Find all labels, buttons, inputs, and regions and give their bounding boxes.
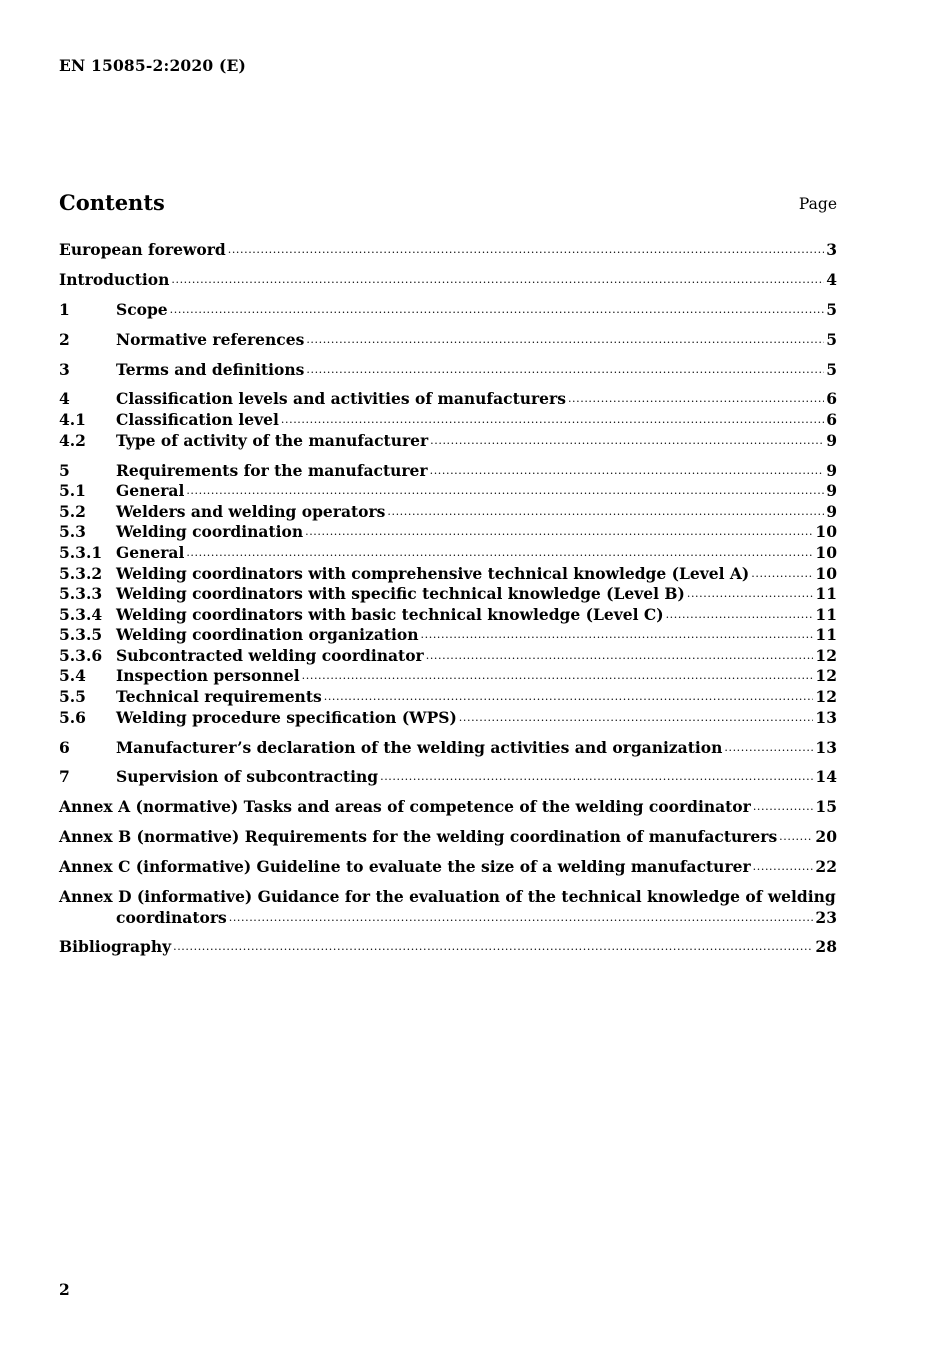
toc-entry-number: 5.5 [59,687,86,707]
toc-entry-number: 1 [59,299,70,319]
toc-entry-page: 10 [815,542,837,562]
toc-leader [753,797,814,818]
toc-entry-title: Welding coordinators with basic technical knowledge (Level C) [116,604,664,624]
toc-leader [305,522,813,543]
toc-leader [779,827,813,848]
toc-entry-title: Annex A (normative) Tasks and areas of competence of the welding coordinator [59,797,751,817]
toc-leader [430,431,824,452]
toc-entry-title: Classification level [116,410,279,430]
toc-bibliography[interactable] [59,937,837,958]
toc-entry-5-1[interactable] [59,481,837,502]
toc-entry-page: 9 [826,501,837,521]
toc-entry-number: 5.1 [59,481,86,501]
page-number: 2 [59,1280,70,1299]
toc-entry-page: 28 [815,937,837,957]
toc-leader [426,646,814,667]
toc-entry-title-line2: coordinators [116,907,227,927]
toc-entry-page: 5 [826,359,837,379]
toc-leader [380,767,813,788]
toc-annex-a[interactable] [59,797,837,818]
toc-entry-page: 12 [815,666,837,686]
toc-leader [387,502,824,523]
toc-entry-page: 10 [815,563,837,583]
toc-entry-7[interactable] [59,767,837,788]
toc-entry-page: 13 [815,737,837,757]
toc-entry-5-2[interactable] [59,502,837,523]
toc-entry-5-3-2[interactable] [59,564,837,585]
toc-entry-3[interactable] [59,360,837,381]
toc-entry-5-6[interactable] [59,708,837,729]
toc-entry-title-line1: Annex D (informative) Guidance for the evaluation of the technical knowledge of welding [59,887,836,906]
toc-entry-4[interactable] [59,389,837,410]
toc-entry-number: 6 [59,737,70,757]
toc-entry-page: 5 [826,329,837,349]
toc-entry-page: 23 [815,907,837,927]
toc-entry-5-4[interactable] [59,666,837,687]
toc-entry-foreword[interactable] [59,240,837,261]
toc-leader [421,625,814,646]
toc-leader [687,584,814,605]
toc-entry-page: 6 [826,389,837,409]
toc-entry-page: 3 [826,240,837,259]
toc-leader [724,738,813,759]
toc-entry-number: 5.3.6 [59,645,103,665]
contents-title: Contents [59,190,165,215]
toc-entry-number: 5.6 [59,707,86,727]
toc-leader [430,461,825,482]
toc-entry-6[interactable] [59,738,837,759]
toc-entry-title: Welding coordination organization [116,625,419,645]
toc-entry-page: 22 [815,857,837,877]
toc-leader [171,270,824,291]
toc-leader [228,240,824,261]
toc-entry-number: 4.2 [59,430,86,450]
toc-entry-number: 5.4 [59,666,86,686]
toc-leader [666,605,814,626]
toc-leader [281,410,824,431]
toc-entry-title: General [116,481,185,501]
toc-entry-title: Normative references [116,329,305,349]
toc-leader [186,543,813,564]
toc-entry-page: 12 [815,687,837,707]
toc-entry-page: 10 [815,522,837,542]
toc-entry-title: Terms and definitions [116,359,305,379]
toc-entry-page: 11 [815,584,837,604]
page-column-label: Page [798,195,837,213]
toc-entry-number: 5.3.4 [59,604,103,624]
toc-entry-page: 14 [815,767,837,787]
toc-entry-number: 4 [59,389,70,409]
toc-entry-4-2[interactable] [59,431,837,452]
toc-leader [173,937,813,958]
toc-entry-title: Supervision of subcontracting [116,767,379,787]
toc-entry-title: Welding procedure specification (WPS) [116,707,457,727]
toc-entry-title: Welding coordination [116,522,304,542]
toc-entry-title: Type of activity of the manufacturer [116,430,429,450]
toc-entry-number: 5.3 [59,522,86,542]
document-id: EN 15085-2:2020 (E) [59,56,247,75]
toc-entry-page: 5 [826,299,837,319]
toc-entry-page: 9 [826,481,837,501]
toc-entry-number: 3 [59,359,70,379]
toc-annex-d[interactable] [59,887,837,928]
toc-entry-number: 5.3.2 [59,563,103,583]
toc-annex-b[interactable] [59,827,837,848]
toc-entry-title: European foreword [59,240,226,259]
toc-entry-title: Inspection personnel [116,666,300,686]
toc-entry-introduction[interactable] [59,270,837,291]
toc-entry-5-5[interactable] [59,687,837,708]
toc-entry-number: 5.3.1 [59,542,103,562]
toc-leader [568,389,824,410]
toc-leader [753,857,814,878]
toc-entry-title: Welders and welding operators [116,501,386,521]
toc-entry-number: 2 [59,329,70,349]
toc-entry-page: 12 [815,645,837,665]
toc-entry-number: 5.3.5 [59,625,103,645]
toc-entry-page: 11 [815,604,837,624]
toc-entry-page: 11 [815,625,837,645]
toc-entry-page: 13 [815,707,837,727]
toc-entry-title: General [116,542,185,562]
toc-entry-title: Requirements for the manufacturer [116,460,428,480]
toc-entry-5-3-6[interactable] [59,646,837,667]
toc-entry-5-3-4[interactable] [59,605,837,626]
toc-entry-title: Subcontracted welding coordinator [116,645,424,665]
toc-entry-5-3-1[interactable] [59,543,837,564]
toc-entry-number: 5.2 [59,501,86,521]
toc-leader [751,564,813,585]
toc-entry-page: 6 [826,410,837,430]
toc-leader [170,300,825,321]
toc-entry-page: 4 [826,269,837,289]
toc-entry-title: Technical requirements [116,687,322,707]
toc-entry-number: 7 [59,767,70,787]
toc-entry-page: 9 [826,430,837,450]
toc-entry-title: Annex B (normative) Requirements for the welding coordination of manufacturers [59,827,778,847]
toc-entry-title: Welding coordinators with comprehensive technical knowledge (Level A) [116,563,750,583]
toc-entry-title: Classification levels and activities of manufacturers [116,389,566,409]
table-of-contents [59,240,837,958]
toc-entry-number: 4.1 [59,410,86,430]
toc-entry-5[interactable] [59,461,837,482]
toc-entry-5-3-3[interactable] [59,584,837,605]
toc-entry-4-1[interactable] [59,410,837,431]
toc-leader [186,481,824,502]
toc-entry-title: Annex C (informative) Guideline to evaluate the size of a welding manufacturer [59,857,751,877]
toc-entry-page: 15 [815,797,837,817]
toc-entry-number: 5 [59,460,70,480]
toc-entry-title: Introduction [59,269,170,289]
toc-entry-number: 5.3.3 [59,584,103,604]
toc-leader [324,687,814,708]
toc-leader [306,330,824,351]
toc-entry-1[interactable] [59,300,837,321]
toc-leader [459,708,814,729]
toc-entry-title: Bibliography [59,937,172,957]
toc-entry-title: Manufacturer’s declaration of the welding activities and organization [116,737,723,757]
toc-leader [302,666,814,687]
toc-entry-2[interactable] [59,330,837,351]
toc-leader [229,908,814,929]
toc-leader [306,360,824,381]
toc-entry-5-3[interactable] [59,522,837,543]
toc-annex-c[interactable] [59,857,837,878]
toc-entry-title: Scope [116,299,168,319]
toc-entry-5-3-5[interactable] [59,625,837,646]
toc-entry-title: Welding coordinators with specific technical knowledge (Level B) [116,584,685,604]
toc-entry-page: 9 [826,460,837,480]
toc-entry-page: 20 [815,827,837,847]
